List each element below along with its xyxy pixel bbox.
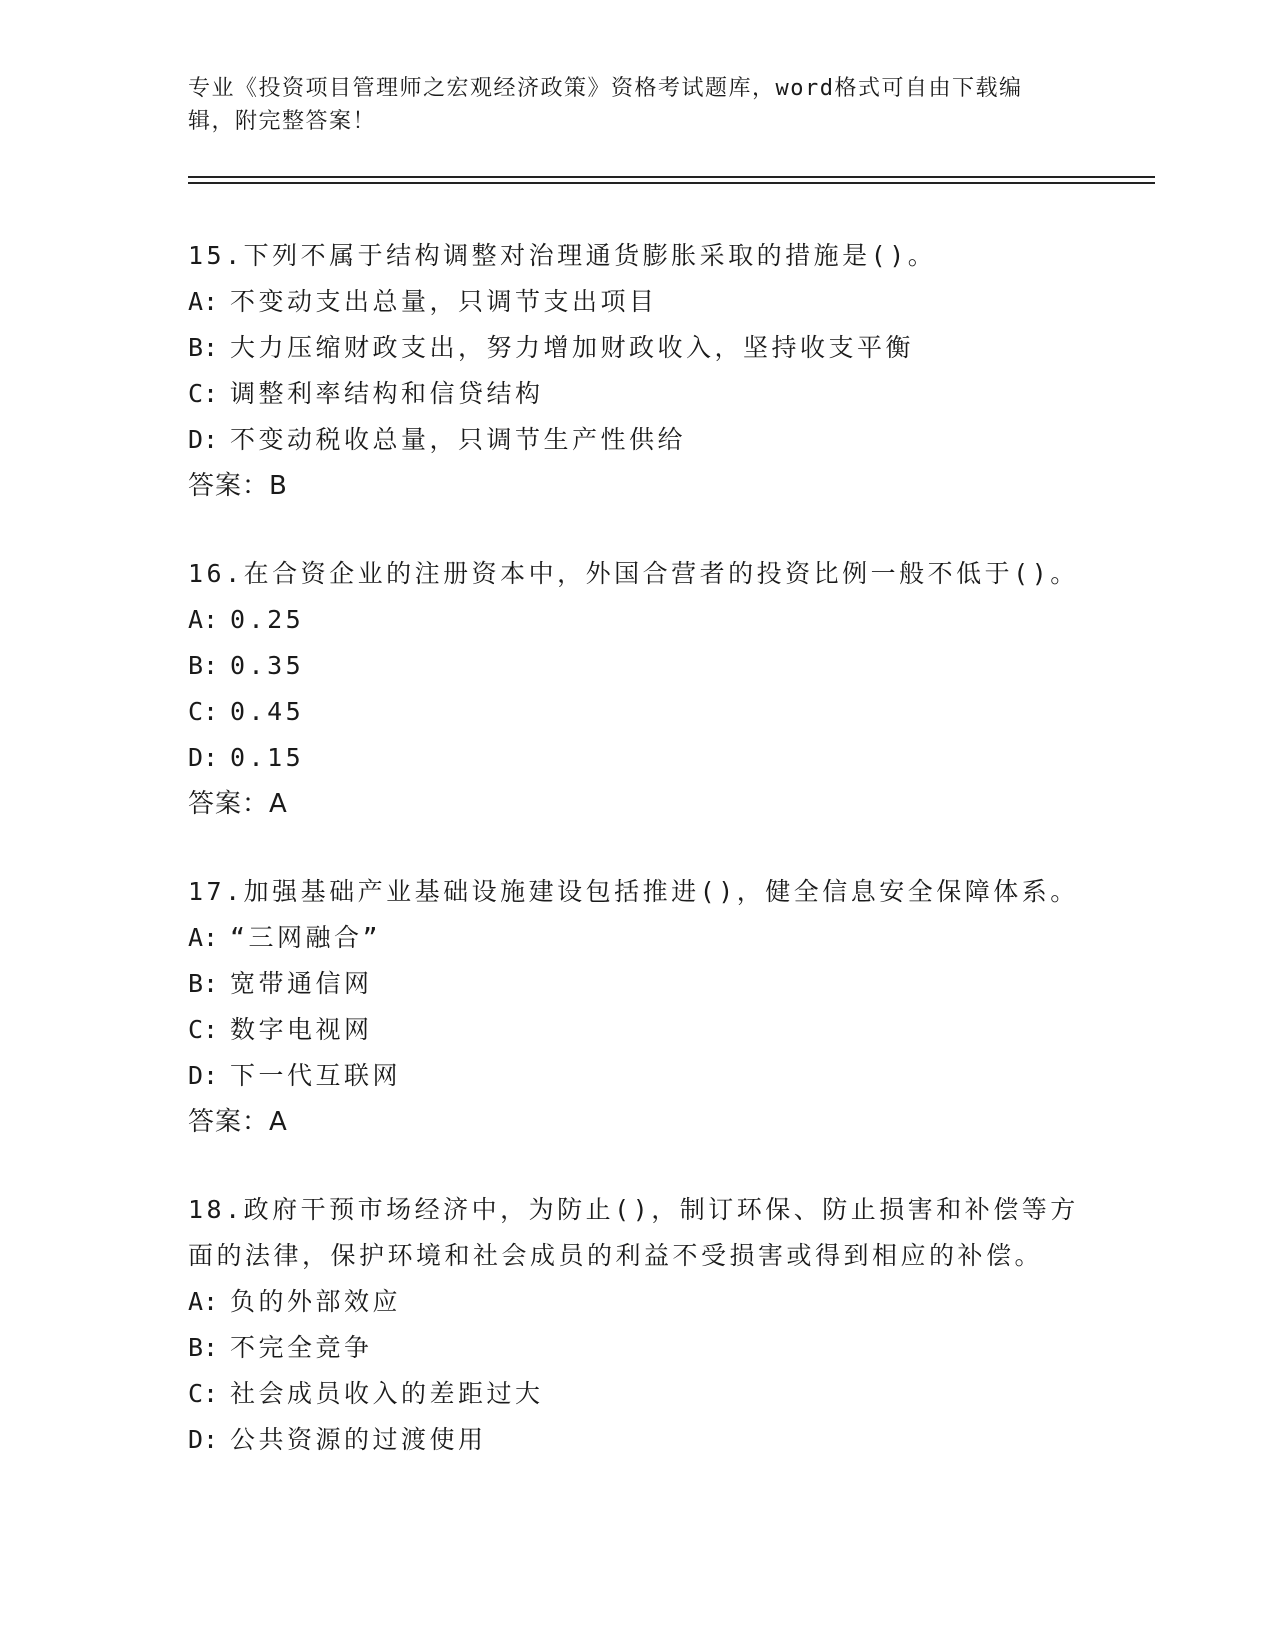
option-key: D:	[188, 1061, 219, 1090]
option-d	[188, 1417, 1088, 1463]
option-key: A:	[188, 923, 219, 952]
option-a	[188, 915, 1088, 961]
option-text: 不变动税收总量，只调节生产性供给	[230, 425, 687, 454]
option-key: C:	[188, 697, 219, 726]
option-text: “三网融合”	[230, 923, 382, 952]
option-text: 下一代互联网	[230, 1061, 402, 1090]
option-key: C:	[188, 379, 219, 408]
option-b	[188, 325, 1088, 371]
question-stem: 18.政府干预市场经济中，为防止()，制订环保、防止损害和补偿等方面的法律，保护环境和社会成员的利益不受损害或得到相应的补偿。	[188, 1195, 1079, 1270]
option-key: A:	[188, 605, 219, 634]
option-d	[188, 417, 1088, 463]
option-key: A:	[188, 287, 219, 316]
question-18	[188, 1187, 1088, 1463]
option-text: 社会成员收入的差距过大	[230, 1379, 544, 1408]
option-text: 数字电视网	[230, 1015, 373, 1044]
option-key: D:	[188, 425, 219, 454]
header-divider-top	[188, 176, 1155, 178]
question-stem: 17.加强基础产业基础设施建设包括推进()，健全信息安全保障体系。	[188, 877, 1079, 906]
option-key: C:	[188, 1379, 219, 1408]
option-b	[188, 1325, 1088, 1371]
option-text: 大力压缩财政支出，努力增加财政收入，坚持收支平衡	[230, 333, 915, 362]
option-d	[188, 1053, 1088, 1099]
document-header: 专业《投资项目管理师之宏观经济政策》资格考试题库，word格式可自由下载编辑，附完整答案！	[188, 76, 1023, 134]
option-text: 调整利率结构和信贷结构	[230, 379, 544, 408]
option-key: B:	[188, 969, 219, 998]
header-divider-bottom	[188, 182, 1155, 184]
answer-label: 答案：A	[188, 1107, 288, 1137]
option-text: 公共资源的过渡使用	[230, 1425, 487, 1454]
question-stem: 16.在合资企业的注册资本中，外国合营者的投资比例一般不低于()。	[188, 559, 1079, 588]
question-stem: 15.下列不属于结构调整对治理通货膨胀采取的措施是()。	[188, 241, 937, 270]
option-c	[188, 1371, 1088, 1417]
option-key: A:	[188, 1287, 219, 1316]
option-d	[188, 735, 1088, 781]
answer-label: 答案：A	[188, 789, 288, 819]
question-17	[188, 869, 1088, 1145]
option-text: 0.15	[230, 743, 305, 772]
option-text: 0.45	[230, 697, 305, 726]
option-text: 0.25	[230, 605, 305, 634]
option-text: 负的外部效应	[230, 1287, 402, 1316]
option-a	[188, 1279, 1088, 1325]
option-c	[188, 371, 1088, 417]
question-list	[188, 233, 1088, 1505]
option-c	[188, 1007, 1088, 1053]
question-16	[188, 551, 1088, 827]
option-key: B:	[188, 333, 219, 362]
option-key: C:	[188, 1015, 219, 1044]
option-text: 不完全竞争	[230, 1333, 373, 1362]
option-key: D:	[188, 743, 219, 772]
option-text: 不变动支出总量，只调节支出项目	[230, 287, 658, 316]
option-a	[188, 597, 1088, 643]
option-key: B:	[188, 1333, 219, 1362]
question-15	[188, 233, 1088, 509]
option-b	[188, 643, 1088, 689]
option-text: 宽带通信网	[230, 969, 373, 998]
option-c	[188, 689, 1088, 735]
option-b	[188, 961, 1088, 1007]
answer-label: 答案：B	[188, 471, 288, 501]
option-key: D:	[188, 1425, 219, 1454]
option-key: B:	[188, 651, 219, 680]
option-text: 0.35	[230, 651, 305, 680]
option-a	[188, 279, 1088, 325]
